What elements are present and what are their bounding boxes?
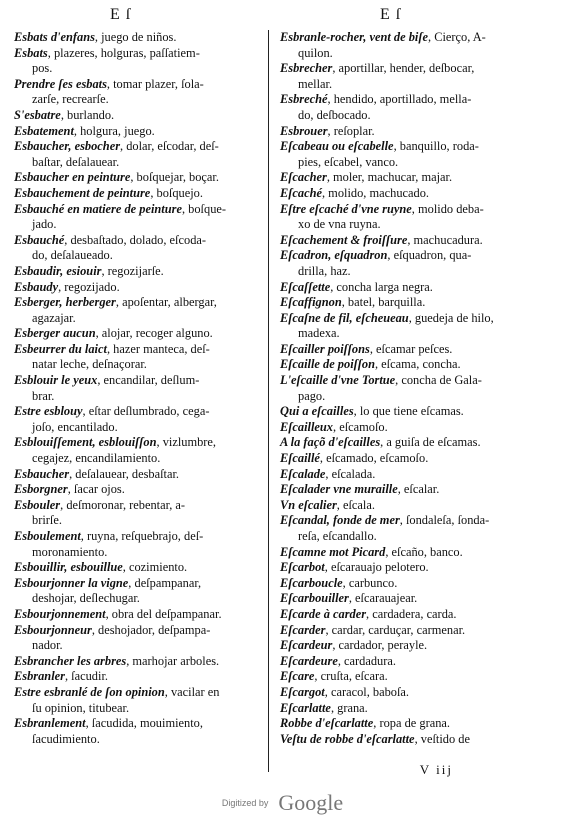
entry-headword: Eſcacher xyxy=(280,170,327,185)
entry-headword: Esbatement xyxy=(14,123,74,138)
dictionary-entry xyxy=(14,482,259,498)
entry-headword: Esbourjonner la vigne xyxy=(14,575,129,590)
entry-definition: , eſcarauajear. xyxy=(348,591,418,606)
entry-definition: , eſcama, concha. xyxy=(374,357,461,372)
entry-definition: , deſmoronar, rebentar, a- xyxy=(60,497,186,512)
entry-headword: Eſcalader vne muraille xyxy=(280,482,398,497)
dictionary-entry xyxy=(14,529,259,560)
entry-definition: , tomar plazer, ſola- xyxy=(106,76,204,91)
entry-definition: , obra del deſpampanar. xyxy=(105,606,222,621)
entry-headword: S'esbatre xyxy=(14,107,61,122)
entry-headword: Esbourjonnement xyxy=(14,606,106,621)
entry-definition: , boſquejo. xyxy=(150,185,203,200)
dictionary-entry xyxy=(280,311,548,342)
entry-definition: , cardador, perayle. xyxy=(332,638,428,653)
dictionary-entry xyxy=(280,513,548,544)
right-column xyxy=(280,30,548,747)
entry-definition: , eſcarauajo pelotero. xyxy=(324,560,429,575)
dictionary-entry xyxy=(14,202,259,233)
entry-headword: Estre esblouy xyxy=(14,404,83,419)
entry-continuation: jado. xyxy=(32,217,57,232)
dictionary-entry xyxy=(280,654,548,670)
entry-continuation: ſacudimiento. xyxy=(32,731,100,746)
dictionary-entry xyxy=(14,669,259,685)
entry-definition: , guedeja de hilo, xyxy=(408,310,494,325)
entry-headword: Eſcarde à carder xyxy=(280,606,367,621)
entry-headword: Eſcabeau ou eſcabelle xyxy=(280,139,394,154)
entry-definition: , molido, machucado. xyxy=(321,185,429,200)
entry-headword: Esblouir le yeux xyxy=(14,373,98,388)
dictionary-entry xyxy=(280,295,548,311)
dictionary-entry xyxy=(14,295,259,326)
dictionary-entry xyxy=(280,280,548,296)
entry-headword: Eſcarbot xyxy=(280,560,325,575)
entry-headword: Esbrecher xyxy=(280,61,333,76)
entry-headword: Prendre ſes esbats xyxy=(14,76,107,91)
entry-headword: Eſcaffignon xyxy=(280,295,342,310)
entry-definition: , ropa de grana. xyxy=(373,716,450,731)
dictionary-entry xyxy=(280,560,548,576)
entry-headword: Eſcardeur xyxy=(280,638,333,653)
dictionary-entry xyxy=(14,264,259,280)
entry-definition: , apoſentar, albergar, xyxy=(115,295,217,310)
dictionary-entry xyxy=(14,233,259,264)
dictionary-entry xyxy=(14,186,259,202)
entry-definition: , Cierço, A- xyxy=(428,30,486,44)
entry-headword: Esbreché xyxy=(280,92,328,107)
dictionary-entry xyxy=(280,607,548,623)
entry-definition: , boſque- xyxy=(181,201,227,216)
entry-headword: Esberger aucun xyxy=(14,326,96,341)
dictionary-entry xyxy=(280,716,548,732)
dictionary-entry xyxy=(14,576,259,607)
entry-headword: Esblouiſſement, esblouiſſon xyxy=(14,435,157,450)
entry-headword: L'eſcaille d'vne Tortue xyxy=(280,373,396,388)
entry-headword: Veſtu de robbe d'eſcarlatte xyxy=(280,731,415,746)
entry-headword: Eſcare xyxy=(280,669,315,684)
entry-continuation: agazajar. xyxy=(32,310,76,325)
google-logo: Google xyxy=(278,790,344,815)
entry-definition: , aportillar, hender, deſbocar, xyxy=(332,61,475,76)
entry-definition: , holgura, juego. xyxy=(73,123,155,138)
digitized-footer xyxy=(0,790,565,816)
dictionary-entry xyxy=(280,732,548,748)
entry-headword: Eſcaſne de fil, eſcheueau xyxy=(280,310,409,325)
dictionary-entry xyxy=(280,623,548,639)
dictionary-entry xyxy=(280,124,548,140)
dictionary-entry xyxy=(280,139,548,170)
entry-definition: , cozimiento. xyxy=(122,560,188,575)
entry-continuation: do, deſbocado. xyxy=(298,107,371,122)
dictionary-entry xyxy=(280,451,548,467)
dictionary-entry xyxy=(280,467,548,483)
entry-headword: Eſcarlatte xyxy=(280,700,331,715)
entry-definition: , marhojar arboles. xyxy=(126,653,220,668)
entry-headword: Eſcaille de poiſſon xyxy=(280,357,375,372)
dictionary-entry xyxy=(14,498,259,529)
entry-definition: , hendido, aportillado, mella- xyxy=(327,92,472,107)
entry-continuation: brar. xyxy=(32,388,55,403)
entry-headword: Eſcaillé xyxy=(280,451,320,466)
running-head-left: E ſ xyxy=(110,6,132,23)
entry-headword: Eſcachement & froiſſure xyxy=(280,232,408,247)
dictionary-entry xyxy=(280,30,548,61)
entry-definition: , alojar, recoger alguno. xyxy=(95,326,213,341)
entry-headword: Esbouillir, esbouillue xyxy=(14,560,123,575)
dictionary-entry xyxy=(14,77,259,108)
dictionary-entry xyxy=(280,233,548,249)
entry-continuation: quilon. xyxy=(298,45,333,60)
entry-headword: Eſcandal, fonde de mer xyxy=(280,513,400,528)
entry-continuation: brirſe. xyxy=(32,513,62,528)
dictionary-entry xyxy=(280,248,548,279)
entry-headword: Robbe d'eſcarlatte xyxy=(280,716,374,731)
entry-definition: , eſquadron, qua- xyxy=(387,248,472,263)
entry-definition: , eſcamoſo. xyxy=(333,419,388,434)
entry-definition: , lo que tiene eſcamas. xyxy=(353,404,464,419)
entry-headword: Esbats xyxy=(14,45,48,60)
entry-definition: , concha de Gala- xyxy=(395,373,482,388)
entry-headword: Esbranle-rocher, vent de biſe xyxy=(280,30,428,44)
dictionary-entry xyxy=(14,342,259,373)
entry-headword: Eſtre eſcaché d'vne ruyne xyxy=(280,201,412,216)
entry-definition: , grana. xyxy=(330,700,368,715)
signature-mark: V iij xyxy=(419,762,453,777)
entry-definition: , reſoplar. xyxy=(327,123,375,138)
entry-definition: , ſacar ojos. xyxy=(67,482,125,497)
entry-continuation: ſu opinion, titubear. xyxy=(32,700,130,715)
entry-definition: , eſcaño, banco. xyxy=(385,544,463,559)
dictionary-entry xyxy=(14,654,259,670)
dictionary-entry xyxy=(14,467,259,483)
entry-definition: , hazer manteca, deſ- xyxy=(106,341,210,356)
entry-headword: Qui a eſcailles xyxy=(280,404,354,419)
entry-definition: , desbaſtado, dolado, eſcoda- xyxy=(64,232,207,247)
digitized-by-text: Digitized by xyxy=(221,798,269,808)
entry-definition: , concha larga negra. xyxy=(330,279,433,294)
entry-headword: Esbaucher en peinture xyxy=(14,170,131,185)
dictionary-entry xyxy=(14,685,259,716)
entry-definition: , molido deba- xyxy=(411,201,484,216)
entry-headword: Esbats d'enfans xyxy=(14,30,95,44)
dictionary-entry xyxy=(280,669,548,685)
entry-definition: , burlando. xyxy=(60,107,115,122)
entry-headword: Esbaudy xyxy=(14,279,59,294)
entry-headword: Esbaudir, esiouir xyxy=(14,263,102,278)
entry-headword: Eſcaché xyxy=(280,185,322,200)
entry-continuation: deshojar, deſlechugar. xyxy=(32,591,140,606)
dictionary-entry xyxy=(280,342,548,358)
entry-headword: Eſcailler poiſſons xyxy=(280,341,370,356)
entry-definition: , vizlumbre, xyxy=(156,435,217,450)
dictionary-entry xyxy=(280,701,548,717)
dictionary-entry xyxy=(280,591,548,607)
dictionary-entry xyxy=(280,92,548,123)
entry-definition: , banquillo, roda- xyxy=(393,139,479,154)
dictionary-entry xyxy=(280,357,548,373)
entry-definition: , eſtar deſlumbrado, cega- xyxy=(82,404,210,419)
dictionary-entry xyxy=(14,716,259,747)
dictionary-entry xyxy=(280,373,548,404)
entry-definition: , eſcalada. xyxy=(325,466,376,481)
entry-headword: Esbauchement de peinture xyxy=(14,185,151,200)
entry-definition: , cardadura. xyxy=(337,653,396,668)
entry-headword: Eſcarboucle xyxy=(280,575,343,590)
entry-headword: Esberger, herberger xyxy=(14,295,116,310)
entry-headword: Esboulement xyxy=(14,529,81,543)
entry-definition: , eſcamar peſces. xyxy=(369,341,453,356)
entry-headword: A la façõ d'eſcailles xyxy=(280,435,381,450)
dictionary-entry xyxy=(14,30,259,46)
entry-headword: Esbrouer xyxy=(280,123,328,138)
dictionary-entry xyxy=(280,186,548,202)
entry-continuation: zarſe, recrearſe. xyxy=(32,92,109,107)
dictionary-entry xyxy=(14,108,259,124)
entry-definition: , machucadura. xyxy=(407,232,483,247)
entry-headword: Esbeurrer du laict xyxy=(14,341,107,356)
dictionary-entry xyxy=(280,498,548,514)
entry-headword: Eſcarbouiller xyxy=(280,591,349,606)
entry-definition: , boſquejar, boçar. xyxy=(130,170,219,185)
dictionary-entry xyxy=(14,46,259,77)
entry-definition: , moler, machucar, majar. xyxy=(326,170,453,185)
running-head-right: E ſ xyxy=(380,6,402,23)
entry-headword: Esbranler xyxy=(14,669,65,684)
dictionary-entry xyxy=(14,139,259,170)
entry-headword: Eſcailleux xyxy=(280,419,333,434)
dictionary-entry xyxy=(14,170,259,186)
entry-continuation: nador. xyxy=(32,638,63,653)
entry-definition: , eſcala. xyxy=(336,497,375,512)
entry-definition: , regozijarſe. xyxy=(101,263,164,278)
entry-continuation: mellar. xyxy=(298,76,333,91)
entry-definition: , cruſta, eſcara. xyxy=(314,669,388,684)
dictionary-entry xyxy=(14,124,259,140)
entry-headword: Eſcarder xyxy=(280,622,326,637)
entry-headword: Eſcardeure xyxy=(280,653,338,668)
entry-definition: , deſalauear, desbaſtar. xyxy=(69,466,180,481)
entry-definition: , ruyna, reſquebrajo, deſ- xyxy=(80,529,204,543)
entry-continuation: reſa, eſcandallo. xyxy=(298,529,377,543)
entry-headword: Esbauché en matiere de peinture xyxy=(14,201,182,216)
entry-headword: Esbaucher, esbocher xyxy=(14,139,121,154)
dictionary-entry xyxy=(14,623,259,654)
entry-continuation: pago. xyxy=(298,388,326,403)
entry-headword: Eſcaſſette xyxy=(280,279,331,294)
entry-definition: , deſpampanar, xyxy=(128,575,202,590)
entry-continuation: madexa. xyxy=(298,326,340,341)
dictionary-entry xyxy=(280,170,548,186)
entry-headword: Esbourjonneur xyxy=(14,622,92,637)
entry-headword: Eſcamne mot Picard xyxy=(280,544,386,559)
entry-definition: , ſacudir. xyxy=(64,669,108,684)
entry-definition: , regozijado. xyxy=(58,279,120,294)
dictionary-entry xyxy=(280,61,548,92)
dictionary-entry xyxy=(280,404,548,420)
entry-continuation: moronamiento. xyxy=(32,544,108,559)
dictionary-entry xyxy=(280,435,548,451)
entry-definition: , cardadera, carda. xyxy=(366,606,457,621)
entry-headword: Vn eſcalier xyxy=(280,497,337,512)
entry-continuation: pies, eſcabel, vanco. xyxy=(298,154,399,169)
column-divider xyxy=(268,30,269,772)
entry-headword: Esbouler xyxy=(14,497,61,512)
entry-continuation: cegajez, encandilamiento. xyxy=(32,451,161,466)
entry-definition: , juego de niños. xyxy=(94,30,177,44)
entry-continuation: drilla, haz. xyxy=(298,263,351,278)
entry-continuation: pos. xyxy=(32,61,53,76)
entry-continuation: joſo, encantilado. xyxy=(32,419,118,434)
entry-definition: , ſondaleſa, ſonda- xyxy=(399,513,490,528)
entry-continuation: xo de vna ruyna. xyxy=(298,217,381,232)
entry-definition: , plazeres, holguras, paſſatiem- xyxy=(47,45,200,60)
left-column xyxy=(14,30,259,747)
entry-definition: , encandilar, deſlum- xyxy=(97,373,200,388)
entry-continuation: natar leche, deſnaçorar. xyxy=(32,357,147,372)
dictionary-entry xyxy=(280,420,548,436)
dictionary-entry xyxy=(14,404,259,435)
entry-definition: , eſcamado, eſcamoſo. xyxy=(319,451,429,466)
entry-headword: Esbranlement xyxy=(14,716,86,731)
dictionary-entry xyxy=(14,435,259,466)
entry-definition: , dolar, eſcodar, deſ- xyxy=(120,139,219,154)
dictionary-entry xyxy=(14,373,259,404)
entry-definition: , caracol, baboſa. xyxy=(324,684,410,699)
entry-definition: , vacilar en xyxy=(164,684,220,699)
dictionary-entry xyxy=(14,607,259,623)
entry-headword: Esbrancher les arbres xyxy=(14,653,127,668)
entry-headword: Esbauché xyxy=(14,232,65,247)
entry-definition: , veſtido de xyxy=(414,731,470,746)
dictionary-entry xyxy=(280,482,548,498)
dictionary-entry xyxy=(14,326,259,342)
entry-headword: Esbaucher xyxy=(14,466,70,481)
dictionary-entry xyxy=(280,638,548,654)
entry-continuation: baſtar, deſalauear. xyxy=(32,154,120,169)
dictionary-entry xyxy=(280,202,548,233)
entry-definition: , carbunco. xyxy=(342,575,398,590)
entry-definition: , eſcalar. xyxy=(397,482,440,497)
entry-definition: , ſacudida, mouimiento, xyxy=(85,716,203,731)
entry-definition: , deshojador, deſpampa- xyxy=(91,622,211,637)
entry-headword: Eſcalade xyxy=(280,466,326,481)
dictionary-entry xyxy=(280,576,548,592)
entry-definition: , batel, barquilla. xyxy=(341,295,426,310)
entry-definition: , a guiſa de eſcamas. xyxy=(380,435,481,450)
dictionary-entry xyxy=(280,545,548,561)
entry-headword: Estre esbranlé de ſon opinion xyxy=(14,684,165,699)
entry-continuation: do, deſalaueado. xyxy=(32,248,113,263)
entry-headword: Eſcadron, eſquadron xyxy=(280,248,388,263)
entry-headword: Esborgner xyxy=(14,482,68,497)
dictionary-entry xyxy=(14,560,259,576)
entry-definition: , cardar, carduçar, carmenar. xyxy=(325,622,466,637)
dictionary-entry xyxy=(280,685,548,701)
entry-headword: Eſcargot xyxy=(280,684,325,699)
dictionary-entry xyxy=(14,280,259,296)
